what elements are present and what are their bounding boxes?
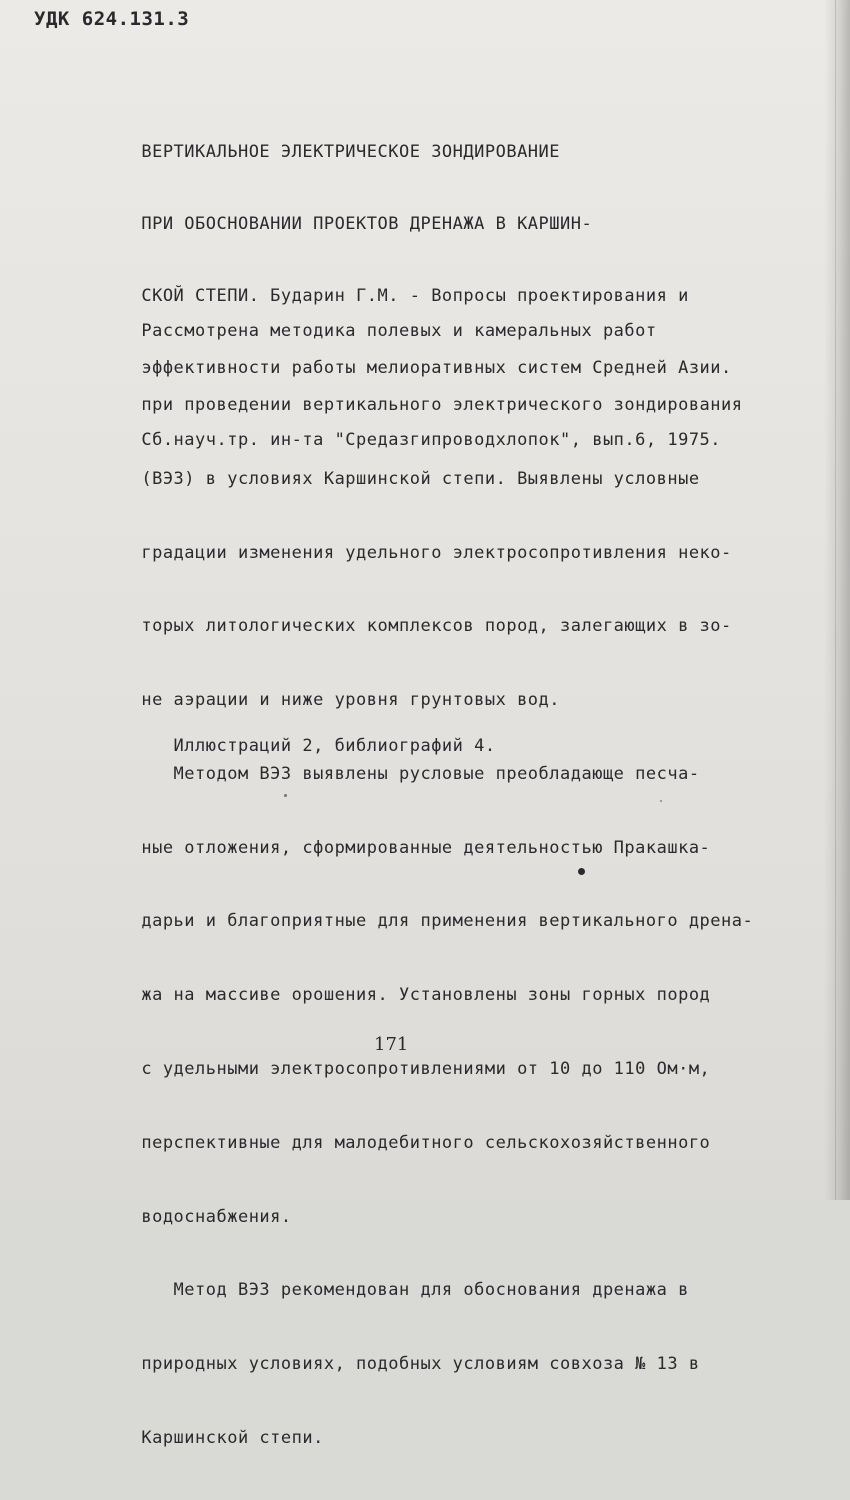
abstract-text	[34, 270, 774, 1500]
abstract-line: перспективные для малодебитного сельскохозяйственного	[34, 1132, 711, 1153]
abstract-line: Методом ВЭЗ выявлены русловые преобладающе песча-	[34, 763, 700, 784]
abstract-line: не аэрации и ниже уровня грунтовых вод.	[34, 690, 561, 711]
illustrations-note: Иллюстраций 2, библиографий 4.	[34, 736, 496, 756]
page-number: 171	[374, 1034, 409, 1055]
abstract-line: Каршинской степи.	[34, 1427, 324, 1448]
abstract-line: при проведении вертикального электрического зондирования	[34, 394, 743, 415]
udk-code: УДК 624.131.3	[34, 8, 190, 30]
ink-speck	[284, 794, 287, 797]
abstract-line: градации изменения удельного электросопротивления неко-	[34, 542, 732, 563]
abstract-line: Рассмотрена методика полевых и камеральных работ	[34, 321, 657, 342]
abstract-line: жа на массиве орошения. Установлены зоны горных пород	[34, 985, 711, 1006]
abstract-line: с удельными электросопротивлениями от 10 до 110 Ом·м,	[34, 1059, 711, 1079]
citation-line: ПРИ ОБОСНОВАНИИ ПРОЕКТОВ ДРЕНАЖА В КАРШИН-	[34, 214, 593, 234]
ink-speck	[578, 868, 585, 875]
abstract-line: ные отложения, сформированные деятельностью Пракашка-	[34, 837, 711, 858]
citation-line: ВЕРТИКАЛЬНОЕ ЭЛЕКТРИЧЕСКОЕ ЗОНДИРОВАНИЕ	[34, 142, 561, 162]
abstract-line: природных условиях, подобных условиям совхоза № 13 в	[34, 1354, 700, 1375]
abstract-line: (ВЭЗ) в условиях Каршинской степи. Выявлены условные	[34, 468, 700, 489]
citation-line: СКОЙ СТЕПИ. Бударин Г.М. - Вопросы проектирования и	[34, 286, 689, 306]
abstract-line: дарьи и благоприятные для применения вертикального дрена-	[34, 911, 754, 932]
abstract-line: водоснабжения.	[34, 1206, 292, 1227]
citation-line: Сб.науч.тр. ин-та "Средазгипроводхлопок", вып.6, 1975.	[34, 430, 722, 450]
page-edge-shadow	[824, 0, 850, 1200]
ink-speck	[660, 800, 662, 802]
abstract-line: торых литологических комплексов пород, залегающих в зо-	[34, 616, 732, 637]
abstract-line: Метод ВЭЗ рекомендован для обоснования дренажа в	[34, 1280, 689, 1301]
citation-line: эффективности работы мелиоративных систем Средней Азии.	[34, 358, 732, 378]
